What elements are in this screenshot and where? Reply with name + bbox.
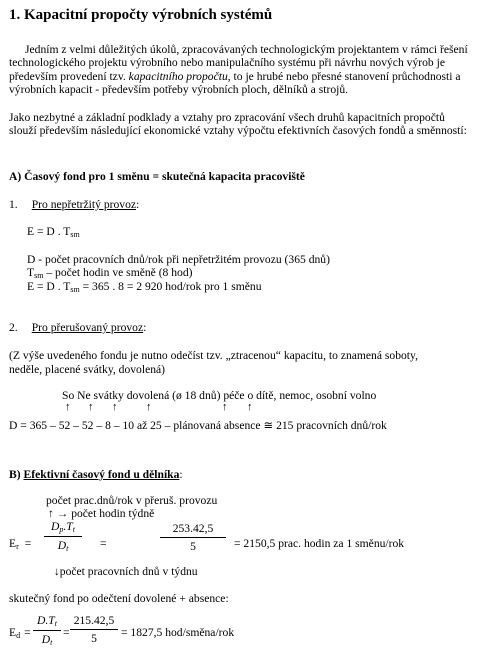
section-a-heading: A) Časový fond pro 1 směnu = skutečná kapacita pracoviště [9,170,305,183]
item-1-number: 1. [9,198,18,211]
intro-paragraph [9,43,475,97]
ed-sub: d [16,631,21,640]
intro-text-b: , to je hrubé nebo přesné stanovení průchodnosti a výrobních kapacit - především potřeby výrobních ploch, dělníků a strojů. [9,69,461,97]
note-line-2: neděle, placené svátky, dovolená) [9,363,166,376]
er-result: = 2150,5 prac. hodin za 1 směnu/rok [234,537,405,550]
frac1-num-sub2: t [72,525,75,534]
arrow-up-icon: ↑ [65,401,71,413]
actual-note: skutečný fond po odečtení dovolené + absence: [9,592,229,605]
top-arrows: ↑ → počet hodin týdně [48,507,155,520]
ed-result: = 1827,5 hod/směna/rok [121,626,235,639]
section-b-prefix: B) [9,468,24,481]
arrow-up-icon: ↑ [112,401,118,413]
ed-label [9,626,31,642]
arrow-up-icon: ↑ [247,401,253,413]
ed-main: E [9,626,17,639]
section-b-title: Efektivní časový fond u dělníka [23,468,180,481]
er-eq: = [24,537,32,550]
frac4-num: 215.42,5 [70,614,118,630]
item-1-label: Pro nepřetržitý provoz [31,198,137,211]
frac3-num-sub: t [54,619,57,628]
er-label [9,537,31,553]
definition-t-main: T [27,266,35,279]
item-2-label: Pro přerušovaný provoz [31,321,144,334]
fraction-dp-tt [44,520,82,553]
arrow-up-icon: ↑ [146,401,152,413]
frac1-den-sub: t [66,544,69,553]
fraction-215 [70,614,118,645]
calculation-e-main: E = D . T [27,280,71,293]
item-1 [9,198,139,211]
er-sub: r [16,542,19,551]
eq-sign: = [100,537,107,550]
section-b-heading [9,468,183,481]
intro-text-a: Jedním z velmi důležitých úkolů, zpracovávaných technologickým projektantem v rámci řešení technologického projektu výrobního nebo manipulačního systému při návrhu nových výrob je především provedení tzv. [9,43,468,83]
definition-t-rest: – počet hodin ve směně (8 hod) [43,266,193,279]
intro-text-italic: kapacitního propočtu [128,69,228,83]
frac3-num-main: D.T [37,614,55,627]
definition-d: D - počet pracovních dnů/rok při nepřetržitém provozu (365 dnů) [27,253,330,266]
ed-eq: = [24,626,31,639]
arrow-up-icon: ↑ [88,401,94,413]
arrow-up-icon: ↑ [222,401,228,413]
frac3-den-sub: t [50,638,53,647]
item-2 [9,321,146,334]
absence-legend: So Ne svátky dovolená (ø 18 dnů) péče o dítě, nemoc, osobní volno [62,389,377,402]
formula-e-sub: sm [70,230,80,239]
frac1-den-main: D [57,539,67,552]
frac1-num-mid: .T [63,520,73,533]
er-main: E [9,537,17,550]
fraction-253 [160,522,226,553]
paragraph-2: Jako nezbytné a základní podklady a vztahy pro zpracování všech druhů kapacitních propočtů slouží především následující ekonomické vztahy výpočtu efektivních časových fondů a směnností: [9,111,467,138]
formula-e [27,225,80,241]
calculation-e-rest: = 365 . 8 = 2 920 hod/rok pro 1 směnu [79,280,262,293]
calculation-e-sub: sm [70,285,80,294]
top-note: počet prac.dnů/rok v přeruš. provozu [46,494,218,507]
fraction-dt-dt [33,614,61,647]
frac3-den-main: D [41,633,51,646]
definition-t-sub: sm [34,271,44,280]
formula-e-main: E = D . T [27,225,71,238]
item-2-colon: : [143,321,147,334]
frac2-den: 5 [190,540,196,553]
calculation-e [27,280,262,296]
item-2-number: 2. [9,321,18,334]
note-line-1: (Z výše uvedeného fondu je nutno odečíst tzv. „ztracenou“ kapacitu, to znamená soboty, [9,349,418,362]
frac1-num-sub1: p [59,525,64,534]
frac2-num: 253.42,5 [160,522,226,538]
item-1-colon: : [136,198,140,211]
page-title: 1. Kapacitní propočty výrobních systémů [9,7,273,23]
frac4-den: 5 [91,632,97,645]
ed-eq-sign: = [63,626,70,639]
frac1-num-main: D [51,520,60,533]
section-b-colon: : [179,468,183,481]
bottom-note: ↓počet pracovních dnů v týdnu [54,565,198,578]
absence-equation: D = 365 – 52 – 52 – 8 – 10 až 25 – plánovaná absence ≅ 215 pracovních dnů/rok [9,419,387,432]
